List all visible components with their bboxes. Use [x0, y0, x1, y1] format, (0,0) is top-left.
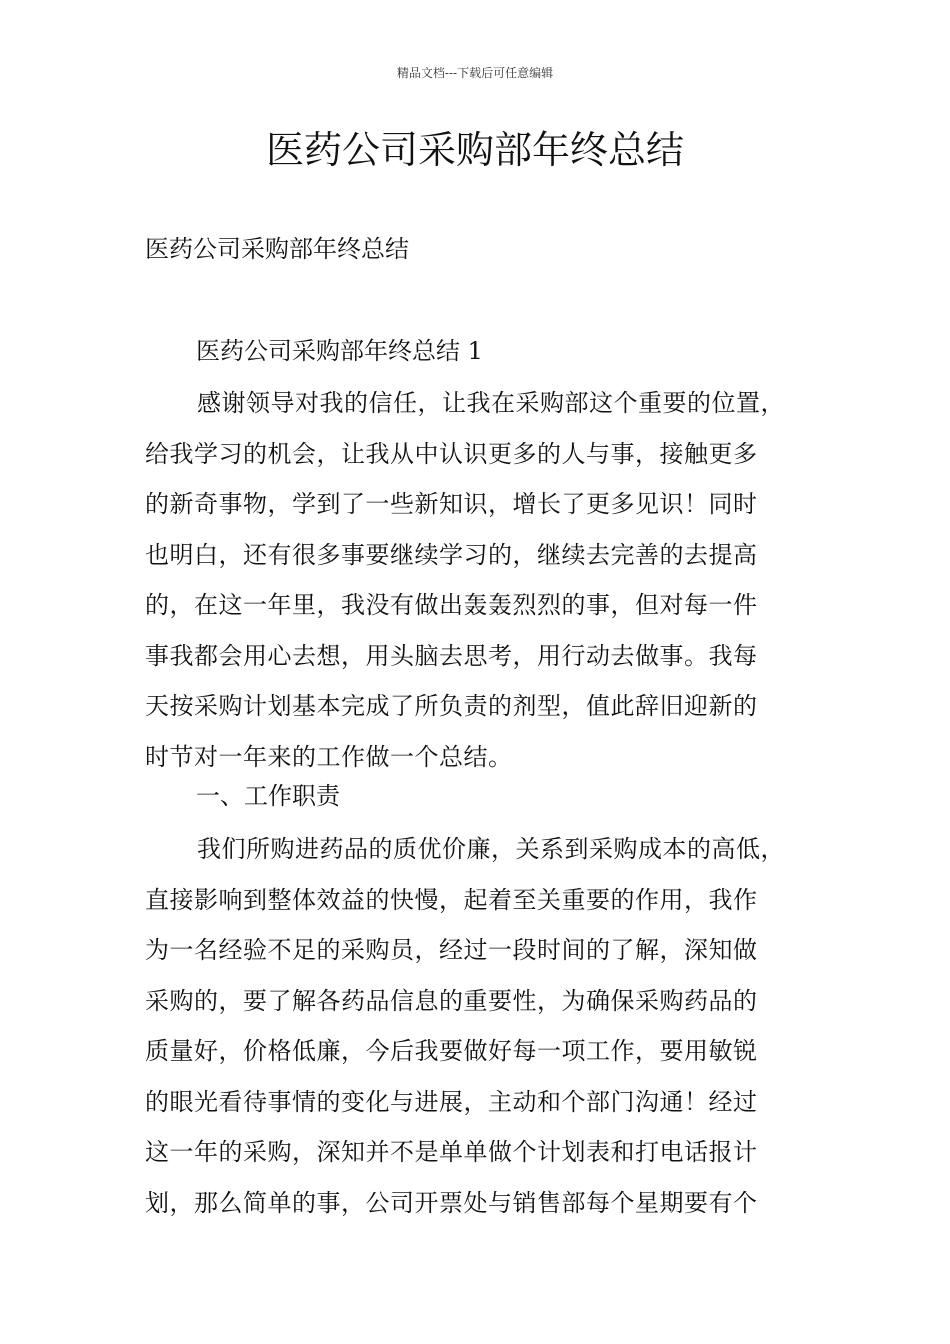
- paragraph-line: 也明白，还有很多事要继续学习的，继续去完善的去提高: [145, 540, 758, 569]
- paragraph-line: 时节对一年来的工作做一个总结。: [145, 742, 513, 771]
- paragraph-line: 的，在这一年里，我没有做出轰轰烈烈的事，但对每一件: [145, 591, 758, 619]
- paragraph-line: 直接影响到整体效益的快慢，起着至关重要的作用，我作: [145, 885, 758, 914]
- paragraph-line: 划，那么简单的事，公司开票处与销售部每个星期要有个: [145, 1188, 758, 1217]
- paragraph-line: 的新奇事物，学到了一些新知识，增长了更多见识！同时: [145, 490, 758, 518]
- paragraph-line: 为一名经验不足的采购员，经过一段时间的了解，深知做: [145, 936, 758, 964]
- paragraph-line: 我们所购进药品的质优价廉，关系到采购成本的高低，: [197, 835, 785, 863]
- document-subtitle: 医药公司采购部年终总结: [145, 235, 409, 263]
- section-heading-duties: 一、工作职责: [196, 782, 340, 810]
- paragraph-line: 感谢领导对我的信任，让我在采购部这个重要的位置，: [197, 389, 785, 417]
- paragraph-1: [145, 378, 825, 782]
- paragraph-line: 事我都会用心去想，用头脑去思考，用行动去做事。我每: [145, 641, 758, 670]
- paragraph-line: 给我学习的机会，让我从中认识更多的人与事，接触更多: [145, 439, 758, 468]
- paragraph-line: 天按采购计划基本完成了所负责的剂型，值此辞旧迎新的: [145, 692, 758, 720]
- paragraph-line: 采购的，要了解各药品信息的重要性，为确保采购药品的: [145, 986, 758, 1015]
- paragraph-line: 质量好，价格低廉，今后我要做好每一项工作，要用敏锐: [145, 1037, 758, 1065]
- document-title: 医药公司采购部年终总结: [265, 128, 684, 172]
- section-title: 医药公司采购部年终总结 1: [196, 337, 483, 365]
- paragraph-line: 这一年的采购，深知并不是单单做个计划表和打电话报计: [145, 1138, 758, 1166]
- header-note: 精品文档---下载后可任意编辑: [396, 66, 554, 80]
- paragraph-2: [145, 824, 825, 1228]
- paragraph-line: 的眼光看待事情的变化与进展，主动和个部门沟通！经过: [145, 1087, 758, 1116]
